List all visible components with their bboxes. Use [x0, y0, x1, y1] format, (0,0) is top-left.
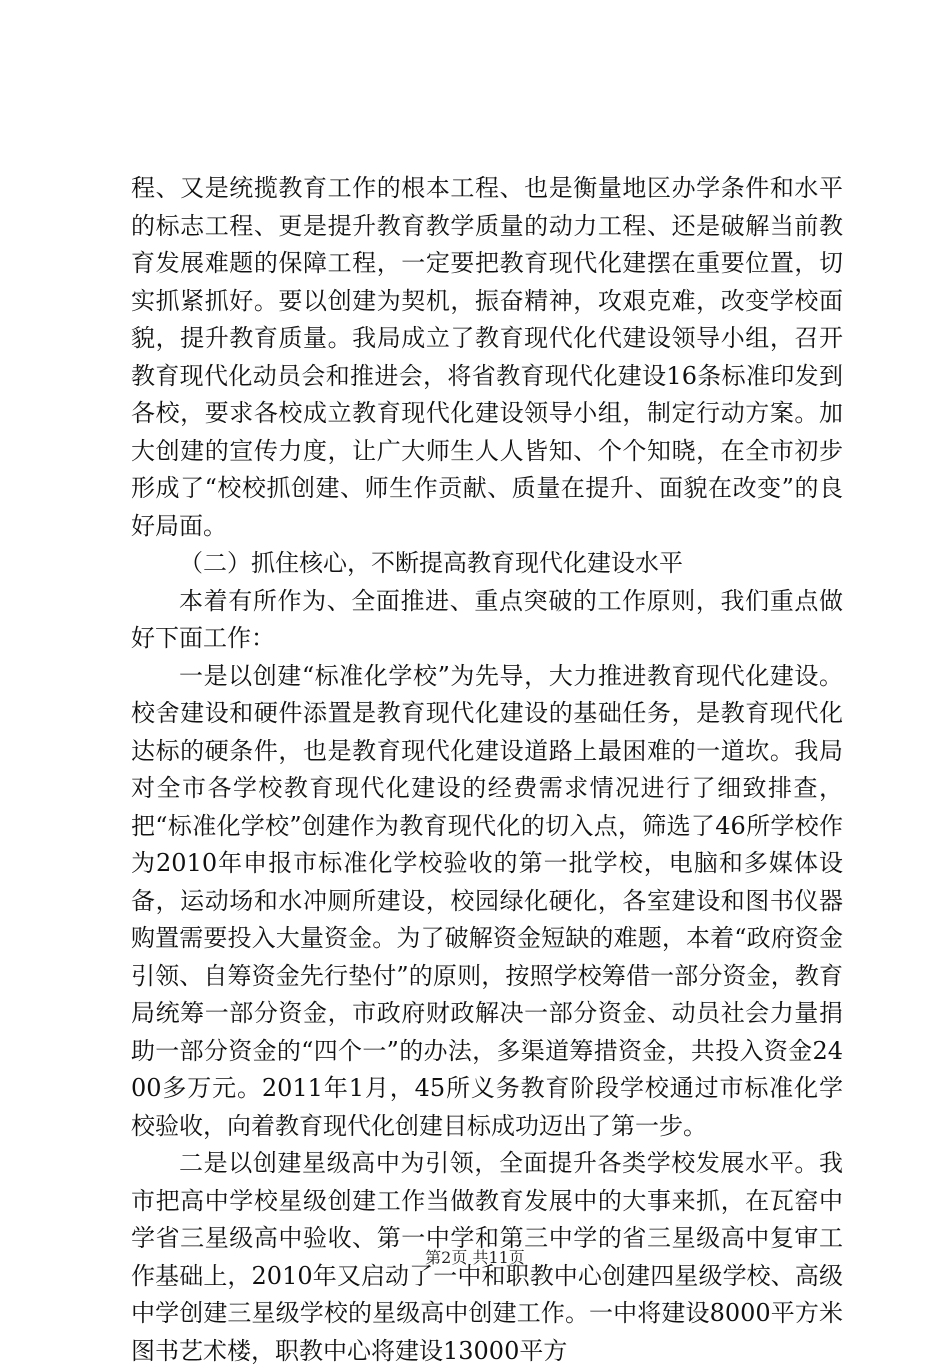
paragraph-continuation: 程、又是统揽教育工作的根本工程、也是衡量地区办学条件和水平的标志工程、更是提升教育教学质量的动力工程、还是破解当前教育发展难题的保障工程，一定要把教育现代化建摆在重要位置，切实抓紧抓好。要以创建为契机，振奋精神，攻艰克难，改变学校面貌，提升教育质量。我局成立了教育现代化代建设领导小组，召开教育现代化动员会和推进会，将省教育现代化建设16条标准印发到各校，要求各校成立教育现代化建设领导小组，制定行动方案。加大创建的宣传力度，让广大师生人人皆知、个个知晓，在全市初步形成了“校校抓创建、师生作贡献、质量在提升、面貌在改变”的良好局面。: [131, 174, 843, 540]
section-heading: （二）抓住核心，不断提高教育现代化建设水平: [179, 549, 683, 577]
document-body: [131, 170, 843, 1370]
paragraph-point-two: 二是以创建星级高中为引领，全面提升各类学校发展水平。我市把高中学校星级创建工作当做教育发展中的大事来抓，在瓦窑中学省三星级高中验收、第一中学和第三中学的省三星级高中复审工作基础上，2010年又启动了一中和职教中心创建四星级学校、高级中学创建三星级学校的星级高中创建工作。一中将建设8000平方米图书艺术楼，职教中心将建设13000平方: [131, 1149, 843, 1365]
paragraph-point-one: 一是以创建“标准化学校”为先导，大力推进教育现代化建设。校舍建设和硬件添置是教育现代化建设的基础任务，是教育现代化达标的硬条件，也是教育现代化建设道路上最困难的一道坎。我局对全市各学校教育现代化建设的经费需求情况进行了细致排查，把“标准化学校”创建作为教育现代化的切入点，筛选了46所学校作为2010年申报市标准化学校验收的第一批学校，电脑和多媒体设备，运动场和水冲厕所建设，校园绿化硬化，各室建设和图书仪器购置需要投入大量资金。为了破解资金短缺的难题，本着“政府资金引领、自筹资金先行垫付”的原则，按照学校筹借一部分资金，教育局统筹一部分资金，市政府财政解决一部分资金、动员社会力量捐助一部分资金的“四个一”的办法，多渠道筹措资金，共投入资金2400多万元。2011年1月，45所义务教育阶段学校通过市标准化学校验收，向着教育现代化创建目标成功迈出了第一步。: [131, 661, 843, 1140]
paragraph-intro: 本着有所作为、全面推进、重点突破的工作原则，我们重点做好下面工作：: [131, 586, 843, 652]
page-footer: 第2页 共11页: [425, 1248, 525, 1267]
